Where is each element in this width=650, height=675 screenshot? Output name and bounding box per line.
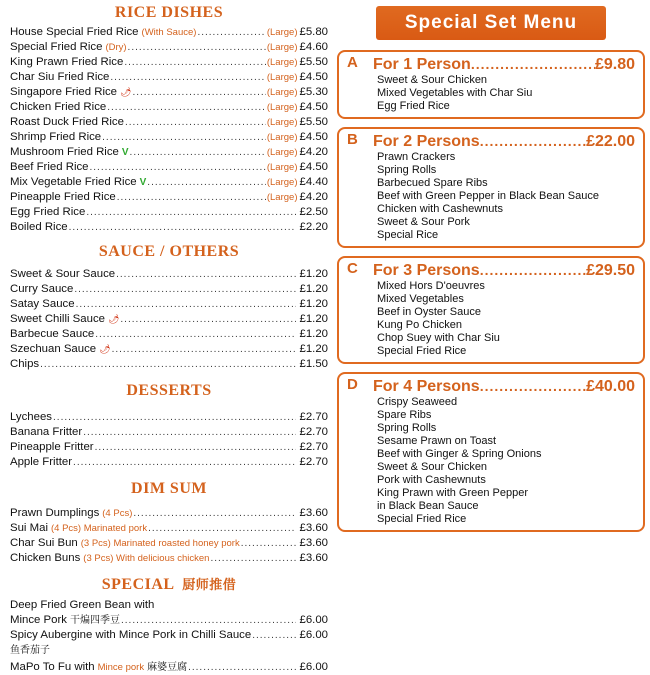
menu-item-price: £4.50 (299, 71, 328, 83)
special-item-3-note: Mince pork (97, 662, 145, 673)
menu-item-size: (Large) (266, 102, 298, 113)
menu-item-name: Mushroom Fried Rice (10, 146, 119, 158)
set-price: £40.00 (586, 378, 635, 395)
set-item: Sweet & Sour Chicken (377, 74, 488, 86)
menu-item (10, 327, 328, 342)
set-menu-box (337, 372, 645, 532)
set-menu-box (337, 127, 645, 248)
dot-leader (241, 536, 297, 551)
set-item: King Prawn with Green Pepper (377, 487, 529, 499)
dot-leader (124, 55, 266, 70)
dot-leader (76, 297, 297, 312)
set-item: Chicken with Cashewnuts (377, 203, 503, 215)
set-item: Mixed Hors D'oeuvres (377, 280, 485, 292)
dot-leader (73, 455, 296, 470)
special-item-1-price: £6.00 (299, 614, 328, 626)
menu-item-size: (Large) (266, 177, 298, 188)
menu-item-size: (Large) (266, 57, 298, 68)
set-letter: A (347, 54, 358, 71)
menu-item-price: £1.50 (299, 358, 328, 370)
menu-item-price: £4.60 (299, 41, 328, 53)
dot-leader (210, 551, 296, 566)
menu-item-name: Char Siu Fried Rice (10, 71, 110, 83)
menu-item-note: (4 Pcs) (102, 508, 133, 519)
dot-leader (471, 56, 595, 72)
set-item: Egg Fried Rice (377, 100, 450, 112)
menu-item-note: (3 Pcs) Marinated roasted honey pork (80, 538, 240, 549)
menu-item (10, 440, 328, 455)
dot-leader (128, 40, 266, 55)
dot-leader (125, 115, 266, 130)
menu-item-name: Prawn Dumplings (10, 507, 100, 519)
menu-item-note: (Dry) (105, 42, 127, 53)
set-price: £9.80 (594, 56, 635, 73)
menu-item (10, 25, 328, 40)
menu-item-name: Szechuan Sauce (10, 343, 97, 355)
menu-item-price: £1.20 (299, 283, 328, 295)
dot-leader (132, 85, 265, 100)
chilli-icon: 🌶 (99, 344, 111, 354)
menu-item (10, 342, 328, 357)
dot-leader (40, 357, 296, 372)
dot-leader (147, 175, 266, 190)
dim-sum-list (10, 506, 328, 566)
chilli-icon: 🌶 (120, 87, 132, 97)
menu-item-name: Beef Fried Rice (10, 161, 89, 173)
menu-item-name: Boiled Rice (10, 221, 68, 233)
set-header (373, 378, 635, 396)
set-menu-title: Special Set Menu (404, 12, 578, 33)
menu-item-price: £5.30 (299, 86, 328, 98)
menu-item-price: £4.20 (299, 191, 328, 203)
menu-item-price: £2.70 (299, 426, 328, 438)
menu-item-name: Satay Sauce (10, 298, 75, 310)
set-item: Prawn Crackers (377, 151, 456, 163)
menu-item-name: Singapore Fried Rice (10, 86, 117, 98)
special-item-3-chinese: 麻婆豆腐 (147, 662, 188, 673)
set-item: Spring Rolls (377, 422, 437, 434)
menu-item-price: £1.20 (299, 343, 328, 355)
set-header (373, 56, 635, 74)
menu-item-price: £2.50 (299, 206, 328, 218)
dot-leader (480, 133, 586, 149)
menu-item-name: Shrimp Fried Rice (10, 131, 102, 143)
set-item: Sweet & Sour Chicken (377, 461, 488, 473)
menu-item (10, 297, 328, 312)
menu-item-price: £2.70 (299, 441, 328, 453)
set-header (373, 262, 635, 280)
menu-item-price: £4.20 (299, 146, 328, 158)
menu-item (10, 521, 328, 536)
menu-item-name: Sweet & Sour Sauce (10, 268, 116, 280)
set-label: For 2 Persons (373, 133, 480, 150)
set-item: Sweet & Sour Pork (377, 216, 470, 228)
menu-item-price: £5.50 (299, 56, 328, 68)
special-item-1-name: Mince Pork (10, 614, 67, 626)
left-column (10, 4, 328, 675)
menu-item-note: (4 Pcs) Marinated pork (50, 523, 148, 534)
dot-leader (112, 342, 297, 357)
menu-item-name: Egg Fried Rice (10, 206, 86, 218)
dot-leader (86, 205, 296, 220)
special-item-2-price: £6.00 (299, 629, 328, 641)
menu-item (10, 551, 328, 566)
set-item: Special Fried Rice (377, 513, 467, 525)
menu-item (10, 455, 328, 470)
menu-item-name: Pineapple Fritter (10, 441, 94, 453)
menu-item-price: £3.60 (299, 507, 328, 519)
set-item: Pork with Cashewnuts (377, 474, 486, 486)
menu-item-name: Sweet Chilli Sauce (10, 313, 105, 325)
set-menu-list (337, 50, 645, 532)
menu-item (10, 160, 328, 175)
menu-item (10, 410, 328, 425)
rice-dishes-list (10, 25, 328, 235)
special-title (10, 574, 328, 594)
set-label: For 3 Persons (373, 262, 480, 279)
menu-item (10, 506, 328, 521)
dot-leader (133, 506, 296, 521)
special-item-3-price: £6.00 (299, 661, 328, 673)
special-list (10, 598, 328, 675)
dot-leader (95, 327, 296, 342)
menu-item-price: £2.70 (299, 456, 328, 468)
set-menu-box (337, 256, 645, 364)
menu-item (10, 55, 328, 70)
rice-dishes-title: RICE DISHES (114, 4, 224, 21)
menu-item-price: £4.50 (299, 131, 328, 143)
set-item: Crispy Seaweed (377, 396, 458, 408)
dot-leader (148, 521, 296, 536)
special-item-3 (10, 660, 328, 675)
set-item: Spare Ribs (377, 409, 432, 421)
set-header (373, 133, 635, 151)
menu-item-name: House Special Fried Rice (10, 26, 139, 38)
set-letter: D (347, 376, 358, 393)
menu-item-name: Barbecue Sauce (10, 328, 95, 340)
menu-item-name: Mix Vegetable Fried Rice (10, 176, 137, 188)
menu-item-size: (Large) (266, 147, 298, 158)
menu-item-name: Chicken Buns (10, 552, 81, 564)
dot-leader (102, 130, 266, 145)
menu-item-name: Banana Fritter (10, 426, 83, 438)
menu-item-name: Char Sui Bun (10, 537, 78, 549)
menu-item-price: £3.60 (299, 552, 328, 564)
vegetarian-icon: V (139, 177, 147, 188)
special-item-1-chinese: 干煸四季豆 (69, 615, 120, 626)
special-item-1-line-1: Deep Fried Green Bean with (10, 599, 155, 611)
menu-item (10, 312, 328, 327)
set-label: For 1 Person (373, 56, 471, 73)
menu-item-name: Special Fried Rice (10, 41, 103, 53)
menu-item-size: (Large) (266, 162, 298, 173)
dot-leader (480, 378, 586, 394)
menu-item (10, 205, 328, 220)
menu-item-size: (Large) (266, 87, 298, 98)
set-item: Beef with Ginger & Spring Onions (377, 448, 542, 460)
menu-item-price: £4.50 (299, 161, 328, 173)
menu-item-price: £1.20 (299, 328, 328, 340)
dot-leader (188, 660, 296, 675)
menu-item (10, 357, 328, 372)
special-title-text: SPECIAL (101, 576, 174, 593)
menu-item-price: £5.50 (299, 116, 328, 128)
set-item: Beef with Green Pepper in Black Bean Sauce (377, 190, 599, 202)
set-item: Beef in Oyster Sauce (377, 306, 481, 318)
special-item-1 (10, 613, 328, 628)
set-letter: B (347, 131, 358, 148)
dot-leader (116, 267, 296, 282)
menu-item-price: £4.50 (299, 101, 328, 113)
set-item: Special Fried Rice (377, 345, 467, 357)
menu-item-price: £1.20 (299, 268, 328, 280)
menu-item (10, 425, 328, 440)
menu-item (10, 100, 328, 115)
menu-item-price: £1.20 (299, 313, 328, 325)
set-item: in Black Bean Sauce (377, 500, 479, 512)
set-item: Kung Po Chicken (377, 319, 462, 331)
set-menu-box (337, 50, 645, 119)
special-item-2-chinese: 鱼香茄子 (10, 645, 50, 656)
sauce-others-list (10, 267, 328, 372)
menu-item-name: Roast Duck Fried Rice (10, 116, 124, 128)
set-item: Spring Rolls (377, 164, 437, 176)
menu-item (10, 70, 328, 85)
menu-item-note: (With Sauce) (141, 27, 197, 38)
menu-item-size: (Large) (266, 192, 298, 203)
chilli-icon: 🌶 (107, 314, 120, 324)
menu-item-name: Apple Fritter (10, 456, 73, 468)
menu-item (10, 536, 328, 551)
special-title-chinese: 厨师推借 (182, 577, 237, 592)
sauce-others-title: SAUCE / OTHERS (98, 243, 240, 260)
set-letter: C (347, 260, 358, 277)
dot-leader (120, 312, 296, 327)
menu-item (10, 190, 328, 205)
dot-leader (90, 160, 266, 175)
menu-item (10, 145, 328, 160)
dot-leader (74, 282, 296, 297)
right-column (337, 6, 645, 540)
menu-item-size: (Large) (266, 72, 298, 83)
special-item-2-name: Spicy Aubergine with Mince Pork in Chilli Sauce (10, 629, 252, 641)
menu-item-size: (Large) (266, 42, 298, 53)
menu-item-name: Pineapple Fried Rice (10, 191, 116, 203)
dot-leader (69, 220, 297, 235)
dot-leader (110, 70, 265, 85)
menu-item-name: Curry Sauce (10, 283, 74, 295)
menu-item-size: (Large) (266, 27, 298, 38)
dot-leader (252, 628, 296, 643)
menu-item-name: King Prawn Fried Rice (10, 56, 124, 68)
set-label: For 4 Persons (373, 378, 480, 395)
set-price: £22.00 (586, 133, 635, 150)
vegetarian-icon: V (121, 147, 129, 158)
menu-item-size: (Large) (266, 132, 298, 143)
menu-item-price: £3.60 (299, 522, 328, 534)
menu-item-name: Chicken Fried Rice (10, 101, 107, 113)
menu-item-price: £2.20 (299, 221, 328, 233)
dot-leader (95, 440, 297, 455)
set-menu-banner (376, 6, 606, 40)
menu-item (10, 267, 328, 282)
special-item-3-name: MaPo To Fu with (10, 661, 95, 673)
set-item: Barbecued Spare Ribs (377, 177, 488, 189)
set-item: Mixed Vegetables with Char Siu (377, 87, 533, 99)
menu-item-name: Chips (10, 358, 40, 370)
menu-item (10, 282, 328, 297)
menu-item-price: £2.70 (299, 411, 328, 423)
desserts-title: DESSERTS (126, 382, 212, 399)
dot-leader (117, 190, 266, 205)
menu-item-name: Lychees (10, 411, 53, 423)
set-price: £29.50 (586, 262, 635, 279)
menu-item (10, 40, 328, 55)
menu-item (10, 85, 328, 100)
dot-leader (83, 425, 296, 440)
desserts-list (10, 410, 328, 470)
dot-leader (197, 25, 265, 40)
menu-item (10, 130, 328, 145)
set-item: Special Rice (377, 229, 439, 241)
set-item: Mixed Vegetables (377, 293, 464, 305)
dot-leader (107, 100, 266, 115)
menu-item-note: (3 Pcs) With delicious chicken (83, 553, 210, 564)
menu-item (10, 115, 328, 130)
dot-leader (121, 613, 297, 628)
dot-leader (480, 262, 586, 278)
menu-item (10, 175, 328, 190)
dim-sum-title: DIM SUM (131, 480, 207, 497)
menu-item-price: £3.60 (299, 537, 328, 549)
dot-leader (130, 145, 266, 160)
menu-item-price: £4.40 (299, 176, 328, 188)
dot-leader (53, 410, 296, 425)
menu-item (10, 220, 328, 235)
menu-item-size: (Large) (266, 117, 298, 128)
set-item: Sesame Prawn on Toast (377, 435, 497, 447)
menu-item-name: Sui Mai (10, 522, 48, 534)
menu-item-price: £1.20 (299, 298, 328, 310)
special-item-2 (10, 628, 328, 643)
set-item: Chop Suey with Char Siu (377, 332, 500, 344)
menu-item-price: £5.80 (299, 26, 328, 38)
